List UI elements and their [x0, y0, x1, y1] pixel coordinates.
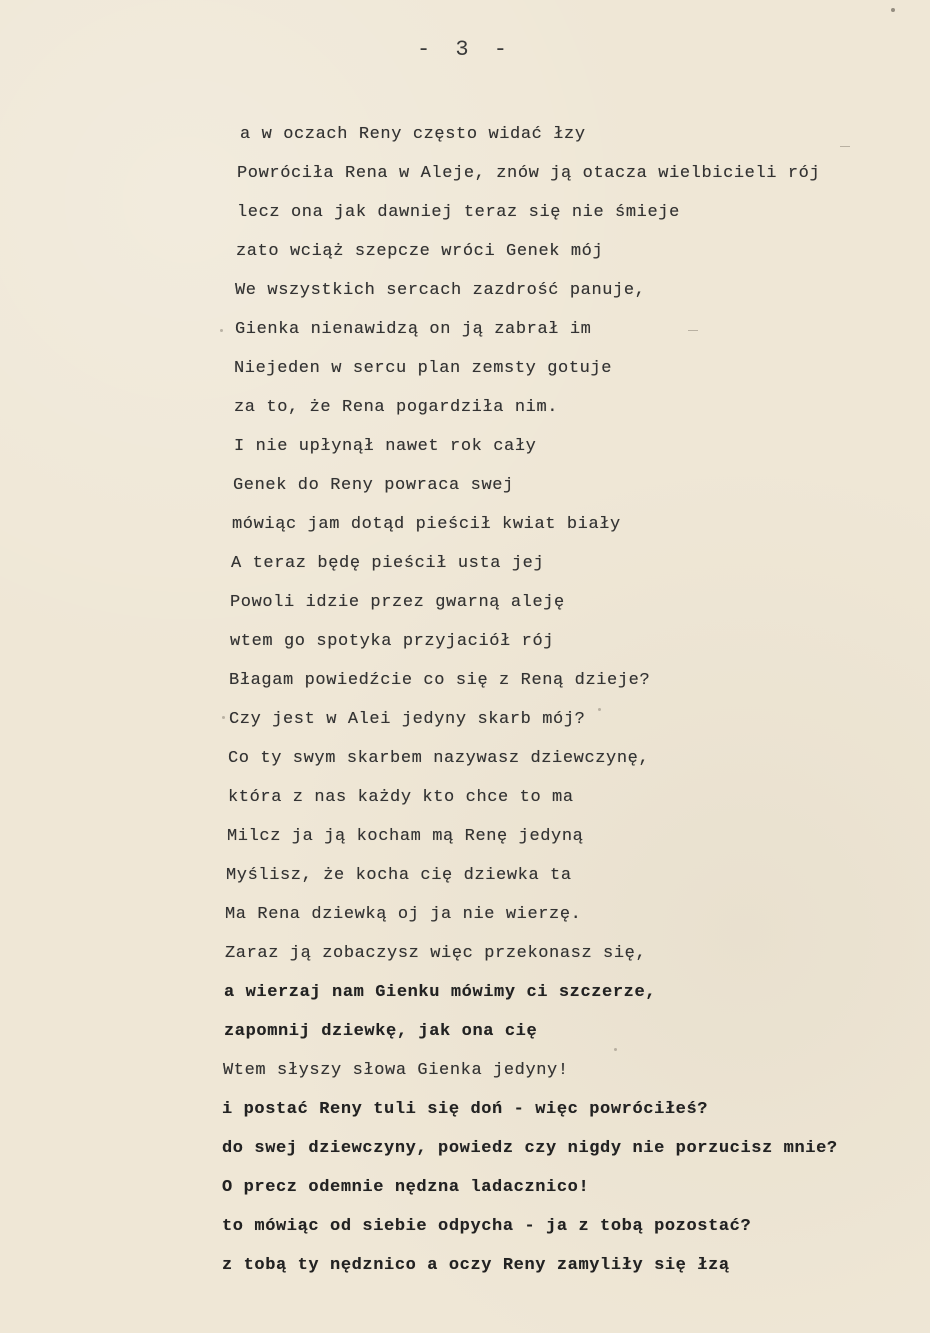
poem-line-16: Czy jest w Alei jedyny skarb mój? [229, 710, 586, 729]
poem-line-4: zato wciąż szepcze wróci Genek mój [236, 242, 604, 261]
poem-line-10: Genek do Reny powraca swej [233, 476, 514, 495]
poem-line-22: Zaraz ją zobaczysz więc przekonasz się, [225, 944, 647, 963]
paper-mark [688, 330, 698, 331]
poem-line-25: Wtem słyszy słowa Gienka jedyny! [223, 1061, 569, 1080]
poem-line-28: O precz odemnie nędzna ladacznico! [222, 1178, 590, 1197]
poem-line-8: za to, że Rena pogardziła nim. [234, 398, 559, 417]
poem-line-27: do swej dziewczyny, powiedz czy nigdy nie porzucisz mnie? [222, 1139, 838, 1158]
poem-line-23: a wierzaj nam Gienku mówimy ci szczerze, [224, 983, 657, 1002]
poem-line-13: Powoli idzie przez gwarną aleję [230, 593, 565, 612]
poem-line-2: Powróciła Rena w Aleje, znów ją otacza wielbicieli rój [237, 164, 821, 183]
paper-mark [598, 708, 601, 711]
poem-line-3: lecz ona jak dawniej teraz się nie śmieje [237, 203, 680, 222]
page-number: - 3 - [416, 37, 513, 62]
poem-line-15: Błagam powiedźcie co się z Reną dzieje? [229, 671, 651, 690]
poem-line-21: Ma Rena dziewką oj ja nie wierzę. [225, 905, 582, 924]
paper-mark [220, 329, 223, 332]
poem-line-7: Niejeden w sercu plan zemsty gotuje [234, 359, 613, 378]
poem-line-6: Gienka nienawidzą on ją zabrał im [235, 320, 592, 339]
paper-mark [222, 716, 225, 719]
poem-line-17: Co ty swym skarbem nazywasz dziewczynę, [228, 749, 650, 768]
poem-line-14: wtem go spotyka przyjaciół rój [230, 632, 555, 651]
poem-line-18: która z nas każdy kto chce to ma [228, 788, 574, 807]
paper-mark [614, 1048, 617, 1051]
poem-line-26: i postać Reny tuli się doń - więc powróciłeś? [222, 1100, 709, 1119]
poem-line-29: to mówiąc od siebie odpycha - ja z tobą pozostać? [222, 1217, 752, 1236]
poem-line-12: A teraz będę pieścił usta jej [231, 554, 545, 573]
poem-line-9: I nie upłynął nawet rok cały [234, 437, 537, 456]
poem-line-11: mówiąc jam dotąd pieścił kwiat biały [232, 515, 621, 534]
paper-speck [891, 8, 895, 12]
paper-mark [840, 146, 850, 147]
poem-line-19: Milcz ja ją kocham mą Renę jedyną [227, 827, 584, 846]
poem-line-20: Myślisz, że kocha cię dziewka ta [226, 866, 572, 885]
poem-line-30: z tobą ty nędznico a oczy Reny zamyliły się łzą [222, 1256, 730, 1275]
poem-line-24: zapomnij dziewkę, jak ona cię [224, 1022, 538, 1041]
poem-line-1: a w oczach Reny często widać łzy [240, 125, 586, 144]
poem-line-5: We wszystkich sercach zazdrość panuje, [235, 281, 646, 300]
